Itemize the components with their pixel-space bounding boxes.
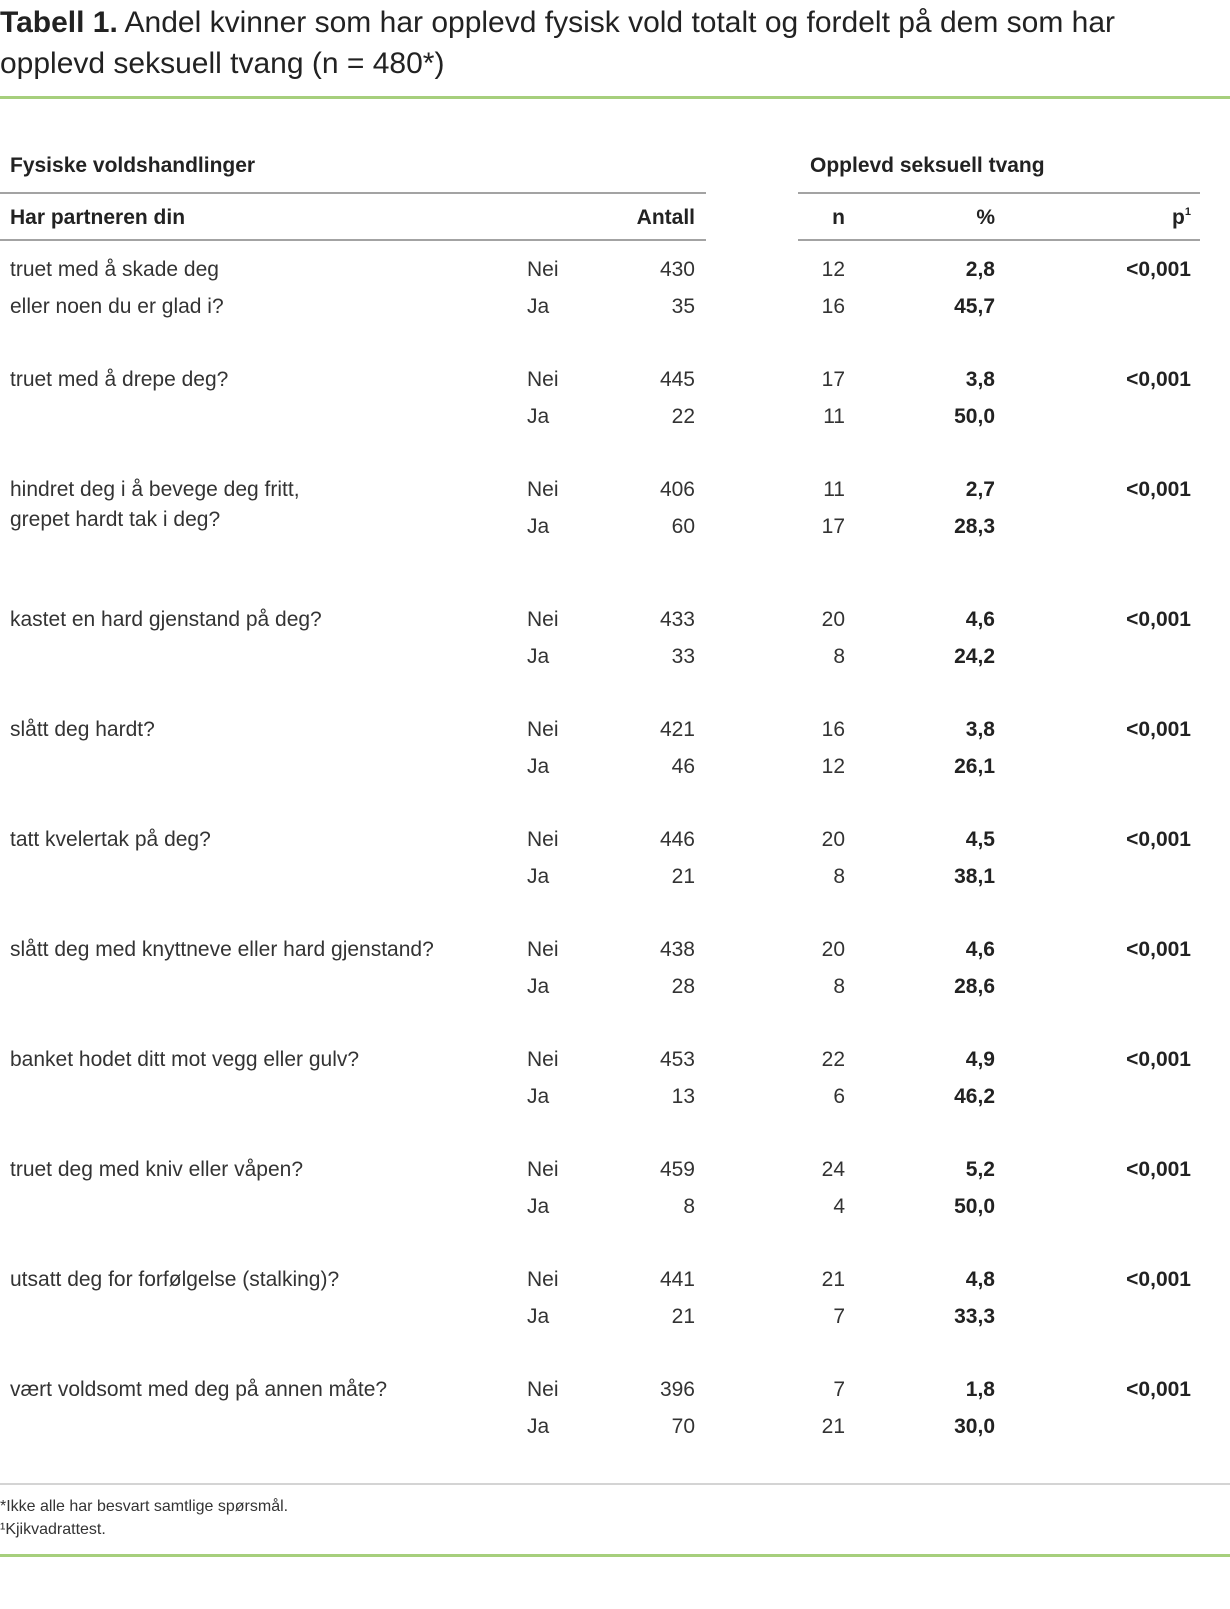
antall-value: 430 bbox=[659, 258, 695, 281]
response-label-nei: Nei bbox=[527, 258, 559, 281]
p-value: <0,001 bbox=[1126, 258, 1191, 281]
antall-value: 35 bbox=[671, 295, 695, 318]
percent-value: 28,6 bbox=[954, 975, 995, 998]
percent-value: 3,8 bbox=[965, 368, 995, 391]
percent-value: 4,8 bbox=[965, 1268, 995, 1291]
n-value: 20 bbox=[821, 938, 845, 961]
column-header-antall: Antall bbox=[636, 206, 695, 229]
column-header-p: $p^1$ bbox=[1172, 206, 1191, 229]
group-header-left: Fysiske voldshandlinger bbox=[10, 154, 256, 177]
percent-value: 46,2 bbox=[954, 1085, 995, 1108]
column-header-question: Har partneren din bbox=[10, 206, 186, 229]
n-value: 16 bbox=[821, 718, 845, 741]
column-header-rule-left bbox=[0, 239, 706, 241]
table-end-rule bbox=[0, 1483, 1230, 1485]
response-label-nei: Nei bbox=[527, 938, 559, 961]
n-value: 21 bbox=[821, 1268, 845, 1291]
n-value: 7 bbox=[833, 1305, 845, 1328]
footnote: *Ikke alle har besvart samtlige spørsmål. bbox=[0, 1498, 289, 1515]
antall-value: 433 bbox=[659, 608, 695, 631]
column-header-percent: % bbox=[976, 206, 995, 229]
percent-value: 26,1 bbox=[954, 755, 995, 778]
antall-value: 22 bbox=[671, 405, 695, 428]
p-value: <0,001 bbox=[1126, 938, 1191, 961]
antall-value: 46 bbox=[671, 755, 695, 778]
row-question: kastet en hard gjenstand på deg? bbox=[10, 608, 322, 631]
n-value: 21 bbox=[821, 1415, 845, 1438]
percent-value: 1,8 bbox=[965, 1378, 995, 1401]
n-value: 11 bbox=[823, 405, 845, 428]
table-label: Tabell 1. bbox=[0, 6, 118, 39]
row-question: tatt kvelertak på deg? bbox=[10, 828, 211, 851]
p-value: <0,001 bbox=[1126, 478, 1191, 501]
percent-value: 28,3 bbox=[954, 515, 995, 538]
percent-value: 4,5 bbox=[965, 828, 995, 851]
response-label-nei: Nei bbox=[527, 1048, 559, 1071]
antall-value: 33 bbox=[671, 645, 695, 668]
footnote: ¹Kjikvadrattest. bbox=[0, 1521, 106, 1538]
n-value: 22 bbox=[821, 1048, 845, 1071]
n-value: 8 bbox=[833, 865, 845, 888]
percent-value: 38,1 bbox=[954, 865, 995, 888]
percent-value: 30,0 bbox=[954, 1415, 995, 1438]
percent-value: 2,8 bbox=[965, 258, 995, 281]
antall-value: 60 bbox=[671, 515, 695, 538]
row-question-continued: eller noen du er glad i? bbox=[10, 295, 224, 318]
row-question: truet med å skade deg bbox=[10, 258, 219, 281]
table-title bbox=[0, 2, 1200, 84]
group-header-right: Opplevd seksuell tvang bbox=[810, 154, 1045, 177]
response-label-nei: Nei bbox=[527, 478, 559, 501]
p-value: <0,001 bbox=[1126, 1158, 1191, 1181]
row-question: vært voldsomt med deg på annen måte? bbox=[10, 1378, 388, 1401]
p-value: <0,001 bbox=[1126, 718, 1191, 741]
antall-value: 396 bbox=[659, 1378, 695, 1401]
n-value: 12 bbox=[821, 258, 845, 281]
column-header-rule-right bbox=[798, 239, 1200, 241]
response-label-ja: Ja bbox=[527, 295, 550, 318]
n-value: 7 bbox=[833, 1378, 845, 1401]
antall-value: 8 bbox=[683, 1195, 695, 1218]
percent-value: 50,0 bbox=[954, 405, 995, 428]
p-value: <0,001 bbox=[1126, 828, 1191, 851]
percent-value: 4,9 bbox=[965, 1048, 995, 1071]
response-label-ja: Ja bbox=[527, 515, 550, 538]
row-question: utsatt deg for forfølgelse (stalking)? bbox=[10, 1268, 340, 1291]
p-value: <0,001 bbox=[1126, 1268, 1191, 1291]
group-header-rule-left bbox=[0, 192, 706, 194]
antall-value: 13 bbox=[671, 1085, 695, 1108]
percent-value: 5,2 bbox=[965, 1158, 995, 1181]
n-value: 4 bbox=[833, 1195, 845, 1218]
antall-value: 445 bbox=[659, 368, 695, 391]
group-header-rule-right bbox=[798, 192, 1200, 194]
antall-value: 421 bbox=[659, 718, 695, 741]
row-question: slått deg med knyttneve eller hard gjenstand? bbox=[10, 938, 434, 961]
n-value: 24 bbox=[821, 1158, 845, 1181]
response-label-nei: Nei bbox=[527, 718, 559, 741]
response-label-ja: Ja bbox=[527, 405, 550, 428]
antall-value: 459 bbox=[659, 1158, 695, 1181]
response-label-ja: Ja bbox=[527, 865, 550, 888]
antall-value: 446 bbox=[659, 828, 695, 851]
response-label-ja: Ja bbox=[527, 1085, 550, 1108]
response-label-nei: Nei bbox=[527, 1158, 559, 1181]
antall-value: 441 bbox=[659, 1268, 695, 1291]
bottom-divider bbox=[0, 1554, 1230, 1557]
n-value: 17 bbox=[821, 368, 845, 391]
response-label-ja: Ja bbox=[527, 1195, 550, 1218]
n-value: 20 bbox=[821, 828, 845, 851]
percent-value: 4,6 bbox=[965, 608, 995, 631]
n-value: 8 bbox=[833, 645, 845, 668]
p-value: <0,001 bbox=[1126, 608, 1191, 631]
antall-value: 21 bbox=[671, 865, 695, 888]
row-question: hindret deg i å bevege deg fritt, bbox=[10, 478, 300, 501]
response-label-ja: Ja bbox=[527, 1415, 550, 1438]
percent-value: 50,0 bbox=[954, 1195, 995, 1218]
p-value: <0,001 bbox=[1126, 1048, 1191, 1071]
response-label-ja: Ja bbox=[527, 975, 550, 998]
response-label-nei: Nei bbox=[527, 608, 559, 631]
percent-value: 2,7 bbox=[965, 478, 995, 501]
response-label-nei: Nei bbox=[527, 1378, 559, 1401]
row-question: slått deg hardt? bbox=[10, 718, 155, 741]
p-value: <0,001 bbox=[1126, 1378, 1191, 1401]
table-title-text: Andel kvinner som har opplevd fysisk vold totalt og fordelt på dem som har opplevd seksuell tvang (n = 480*) bbox=[0, 6, 1116, 80]
percent-value: 24,2 bbox=[954, 645, 995, 668]
p-value: <0,001 bbox=[1126, 368, 1191, 391]
title-divider bbox=[0, 96, 1230, 99]
response-label-ja: Ja bbox=[527, 755, 550, 778]
n-value: 8 bbox=[833, 975, 845, 998]
column-header-n: n bbox=[832, 206, 845, 229]
antall-value: 438 bbox=[659, 938, 695, 961]
antall-value: 28 bbox=[671, 975, 695, 998]
n-value: 20 bbox=[821, 608, 845, 631]
antall-value: 70 bbox=[671, 1415, 695, 1438]
percent-value: 4,6 bbox=[965, 938, 995, 961]
response-label-nei: Nei bbox=[527, 1268, 559, 1291]
percent-value: 3,8 bbox=[965, 718, 995, 741]
n-value: 11 bbox=[823, 478, 845, 501]
row-question: truet deg med kniv eller våpen? bbox=[10, 1158, 304, 1181]
row-question: truet med å drepe deg? bbox=[10, 368, 229, 391]
response-label-ja: Ja bbox=[527, 645, 550, 668]
response-label-ja: Ja bbox=[527, 1305, 550, 1328]
percent-value: 33,3 bbox=[954, 1305, 995, 1328]
n-value: 6 bbox=[833, 1085, 845, 1108]
antall-value: 21 bbox=[671, 1305, 695, 1328]
n-value: 16 bbox=[821, 295, 845, 318]
row-question-continued: grepet hardt tak i deg? bbox=[10, 508, 221, 531]
response-label-nei: Nei bbox=[527, 828, 559, 851]
n-value: 12 bbox=[821, 755, 845, 778]
percent-value: 45,7 bbox=[954, 295, 995, 318]
row-question: banket hodet ditt mot vegg eller gulv? bbox=[10, 1048, 360, 1071]
antall-value: 406 bbox=[659, 478, 695, 501]
response-label-nei: Nei bbox=[527, 368, 559, 391]
antall-value: 453 bbox=[659, 1048, 695, 1071]
n-value: 17 bbox=[821, 515, 845, 538]
